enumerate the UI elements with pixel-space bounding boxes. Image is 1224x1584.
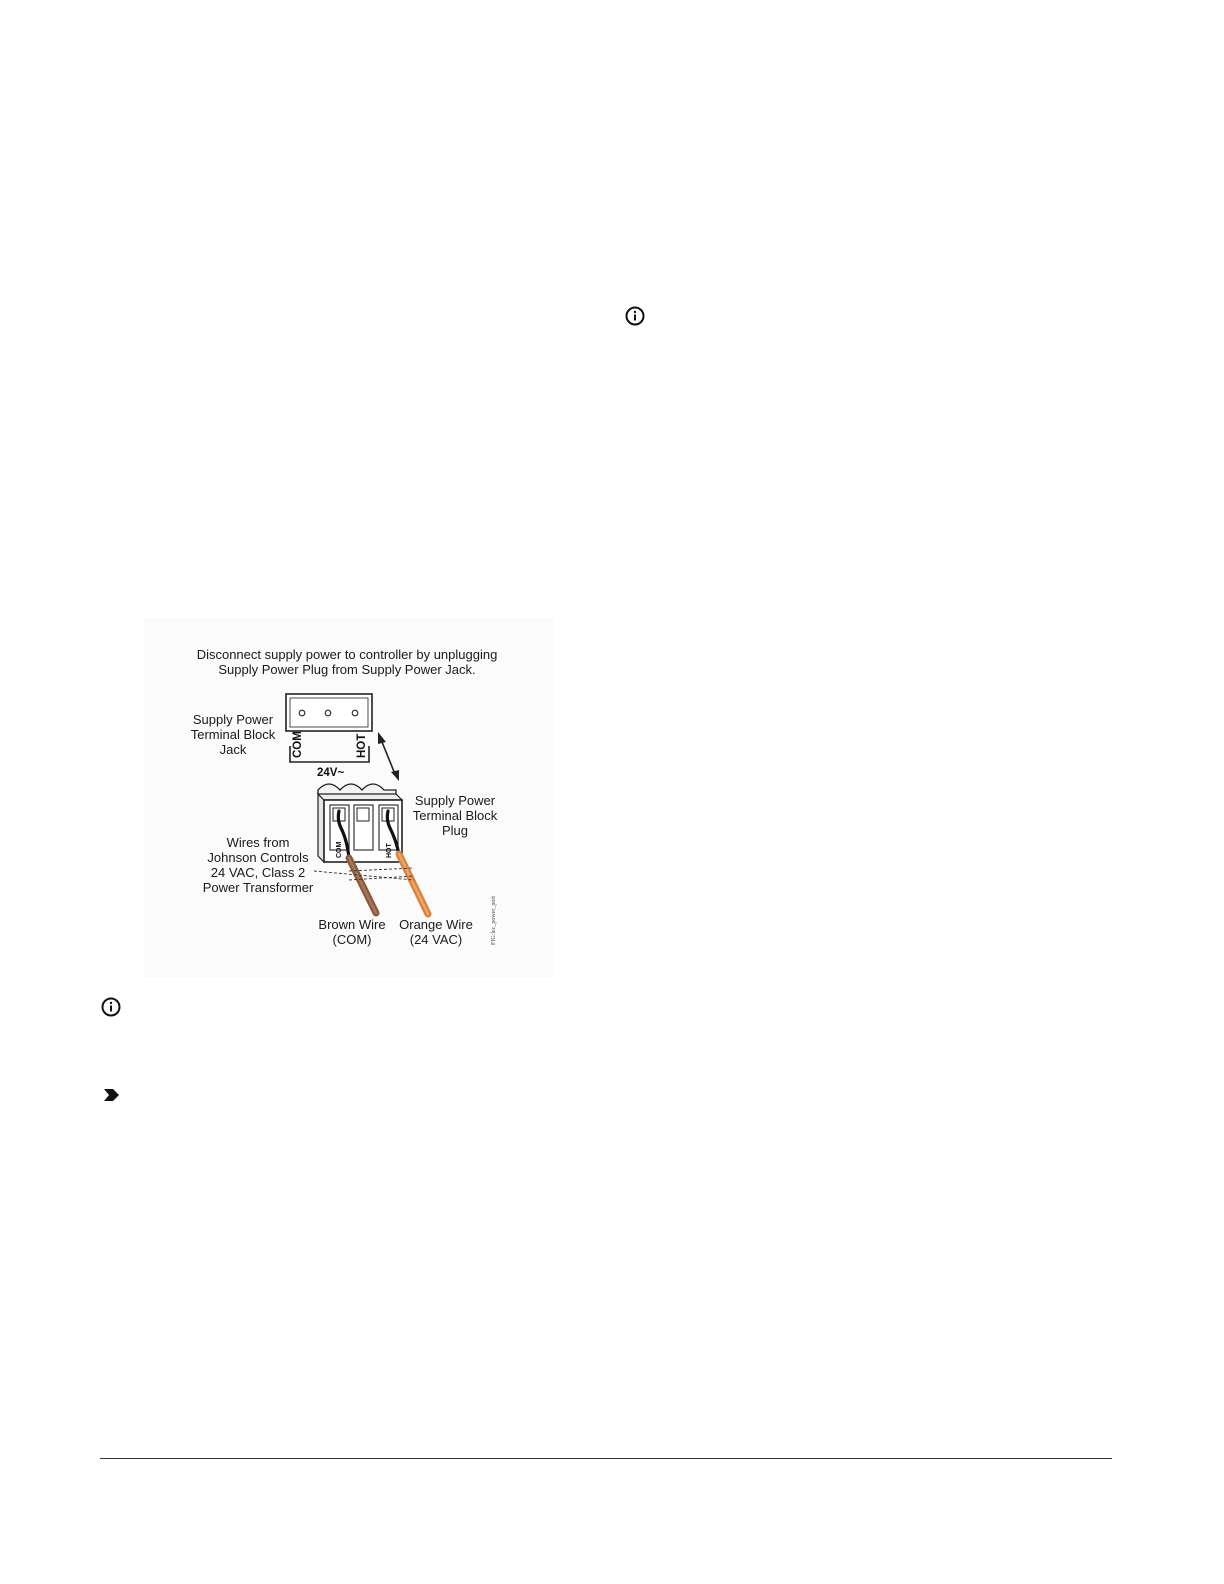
- wires-label-line2: Johnson Controls: [207, 850, 309, 865]
- plug-hot-label: HOT: [386, 843, 393, 858]
- figure-id: FIG:lec_power_port: [491, 896, 497, 945]
- supply-power-diagram: [144, 618, 554, 978]
- jack-label-line3: Jack: [219, 742, 247, 757]
- info-icon: [624, 305, 646, 327]
- figure-caption-line2: Supply Power Plug from Supply Power Jack.: [218, 662, 476, 677]
- jack-hot-label: HOT: [356, 733, 368, 758]
- wires-label-line3: 24 VAC, Class 2: [210, 865, 306, 880]
- jack-label-line2: Terminal Block: [190, 727, 276, 742]
- jack-label-line1: Supply Power: [192, 712, 274, 727]
- figure-caption-line1: Disconnect supply power to controller by unplugging: [196, 647, 498, 662]
- brown-wire-label-line1: Brown Wire: [318, 917, 386, 932]
- info-icon: [100, 996, 122, 1018]
- orange-wire-label-line1: Orange Wire: [399, 917, 473, 932]
- voltage-label: 24V~: [317, 767, 345, 779]
- wires-label-line1: Wires from: [226, 835, 290, 850]
- wires-label-line4: Power Transformer: [202, 880, 314, 895]
- plug-label-line2: Terminal Block: [412, 808, 498, 823]
- jack-com-label: COM: [292, 731, 304, 758]
- plug-label-line3: Plug: [441, 823, 469, 838]
- chevron-right-icon: [102, 1087, 120, 1103]
- brown-wire-label-line2: (COM): [332, 932, 372, 947]
- footer-divider: [100, 1458, 1112, 1459]
- plug-label-line1: Supply Power: [414, 793, 496, 808]
- orange-wire-label-line2: (24 VAC): [409, 932, 463, 947]
- wire-leader-lines: [314, 868, 414, 880]
- plug-com-label: COM: [336, 841, 343, 858]
- plug-arrow: [378, 732, 399, 781]
- supply-power-figure: [144, 618, 554, 978]
